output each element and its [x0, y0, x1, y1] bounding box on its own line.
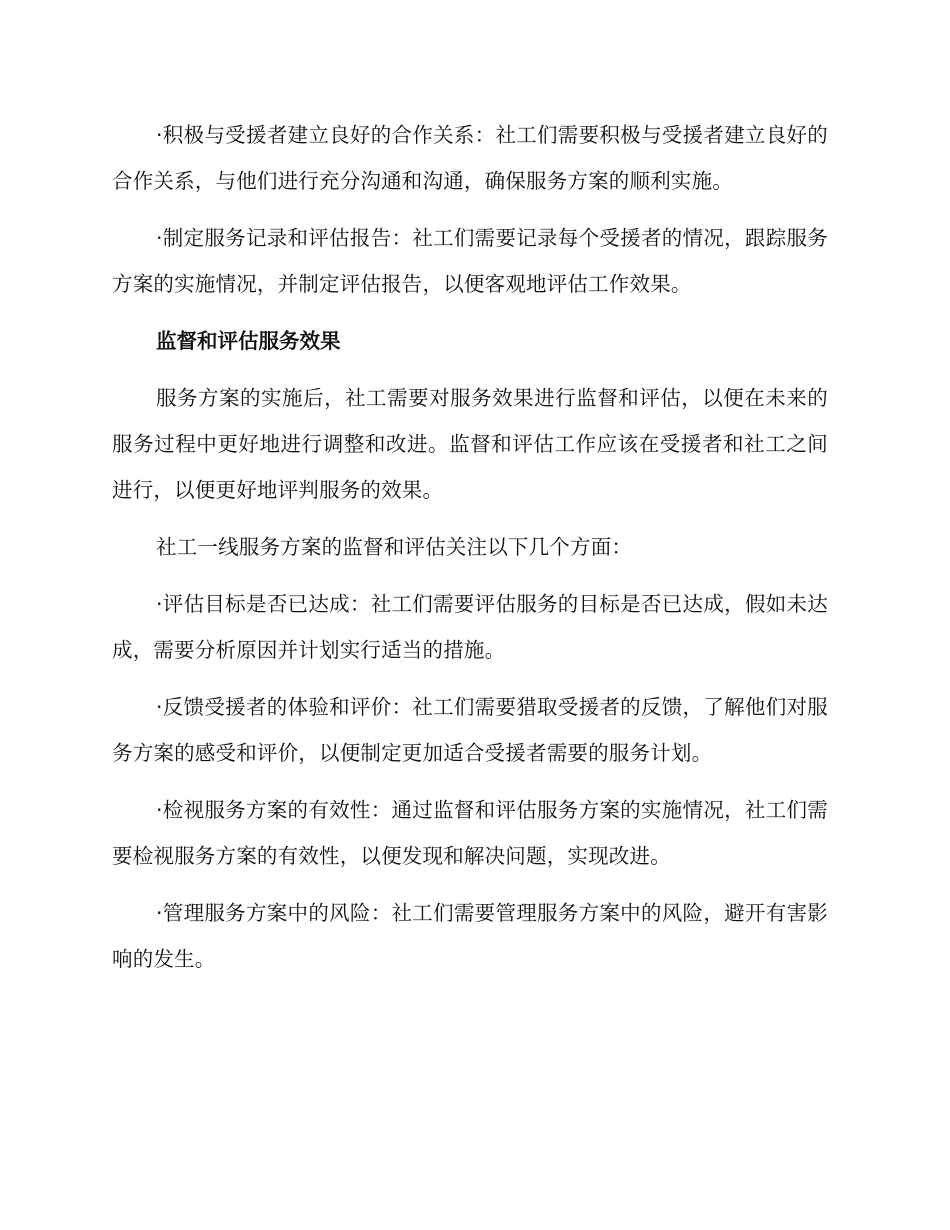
lead-in-paragraph: 社工一线服务方案的监督和评估关注以下几个方面：: [156, 535, 633, 559]
bullet-paragraph-goals: ·评估目标是否已达成：社工们需要评估服务的目标是否已达成，假如未达成，需要分析原因并计划实行适当的措施。: [112, 592, 828, 662]
section-heading: 监督和评估服务效果: [156, 329, 341, 353]
document-page: [112, 112, 828, 993]
bullet-paragraph-effectiveness: ·检视服务方案的有效性：通过监督和评估服务方案的实施情况，社工们需要检视服务方案的有效性，以便发现和解决问题，实现改进。: [112, 798, 828, 868]
bullet-paragraph-cooperation: ·积极与受援者建立良好的合作关系：社工们需要积极与受援者建立良好的合作关系，与他们进行充分沟通和沟通，确保服务方案的顺利实施。: [112, 123, 828, 193]
intro-paragraph: 服务方案的实施后，社工需要对服务效果进行监督和评估，以便在未来的服务过程中更好地进行调整和改进。监督和评估工作应该在受援者和社工之间进行，以便更好地评判服务的效果。: [112, 386, 828, 502]
bullet-paragraph-risk: ·管理服务方案中的风险：社工们需要管理服务方案中的风险，避开有害影响的发生。: [112, 901, 828, 971]
bullet-paragraph-feedback: ·反馈受援者的体验和评价：社工们需要猎取受援者的反馈，了解他们对服务方案的感受和评价，以便制定更加适合受援者需要的服务计划。: [112, 695, 828, 765]
bullet-paragraph-records: ·制定服务记录和评估报告：社工们需要记录每个受援者的情况，跟踪服务方案的实施情况，并制定评估报告，以便客观地评估工作效果。: [112, 226, 828, 296]
